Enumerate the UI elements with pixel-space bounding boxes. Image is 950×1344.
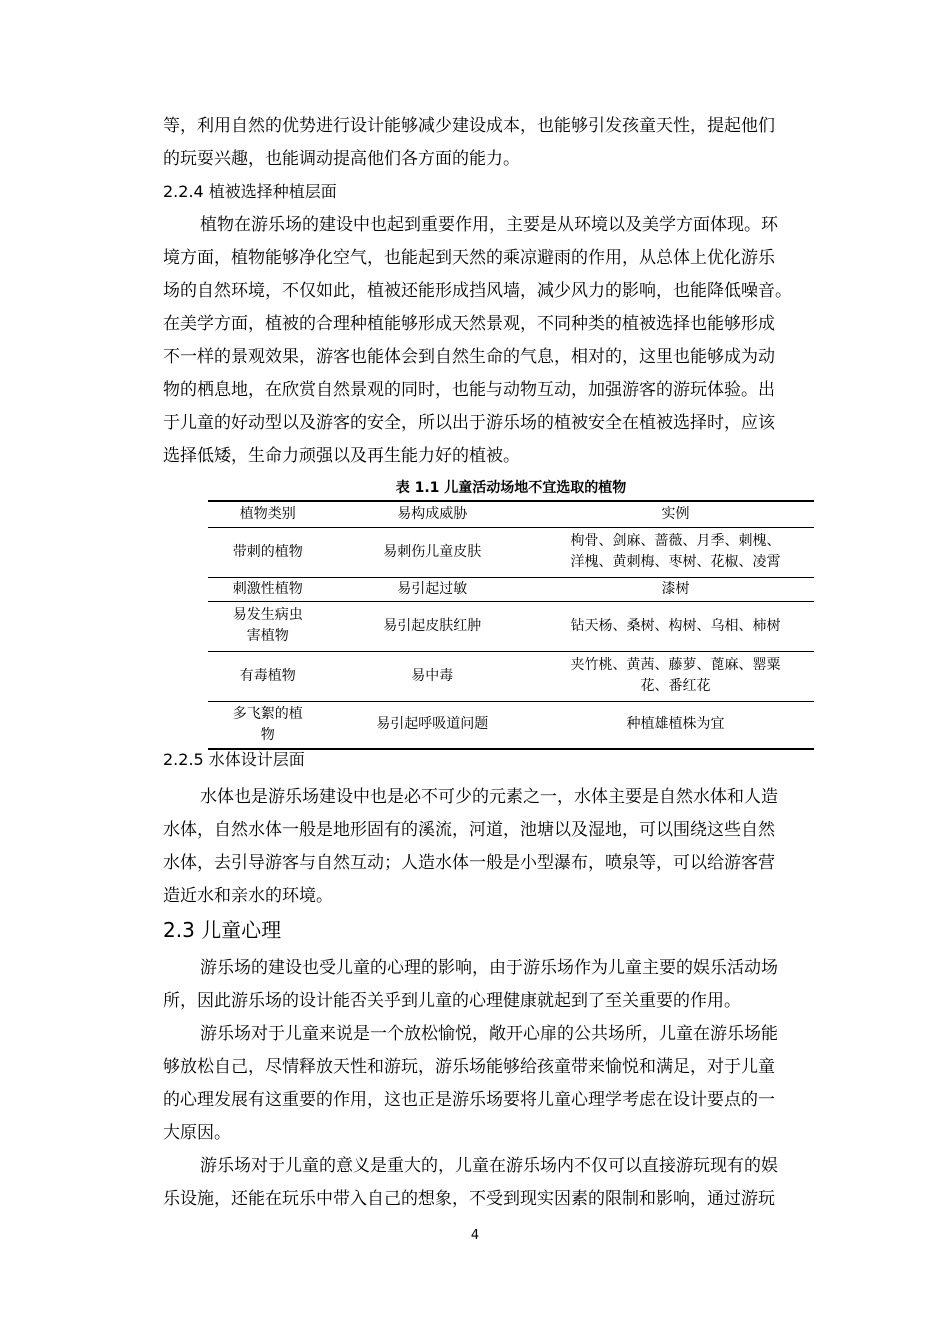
cell-line: 漆树 (661, 580, 690, 597)
cell-line: 刺激性植物 (232, 580, 303, 597)
body-text-line: 游乐场的建设也受儿童的心理的影响，由于游乐场作为儿童主要的娱乐活动场 (200, 958, 778, 978)
body-text-line: 水体，自然水体一般是地形固有的溪流，河道，池塘以及湿地，可以围绕这些自然 (163, 820, 775, 840)
table-row (208, 651, 814, 701)
table-row (208, 701, 814, 749)
body-text-line: 选择低矮，生命力顽强以及再生能力好的植被。 (163, 446, 520, 466)
table-cell-threat: 易引起呼吸道问题 (376, 716, 489, 733)
table-header-cell: 实例 (661, 505, 690, 522)
cell-line: 害植物 (246, 628, 289, 644)
body-text-line: 场的自然环境，不仅如此，植被还能形成挡风墙，减少风力的影响，也能降低噪音。 (163, 281, 792, 301)
body-text-line: 够放松自己，尽情释放天性和游玩，游乐场能够给孩童带来愉悦和满足，对于儿童 (163, 1057, 775, 1077)
table-header-cell: 植物类别 (239, 505, 296, 522)
body-text-line: 于儿童的好动型以及游客的安全，所以出于游乐场的植被安全在植被选择时，应该 (163, 413, 775, 433)
cell-line: 多飞絮的植 (232, 705, 303, 722)
table-cell-examples (537, 651, 814, 701)
cell-line: 带刺的植物 (232, 543, 303, 560)
table-row (208, 577, 814, 601)
cell-line: 易发生病虫 (232, 607, 303, 623)
body-text-line: 的心理发展有这重要的作用，这也正是游乐场要将儿童心理学考虑在设计要点的一 (163, 1090, 775, 1110)
cell-line: 种植雄植株为宜 (626, 716, 725, 733)
table-cell-category (208, 701, 328, 749)
cell-line: 夹竹桃、黄茜、藤萝、蓖麻、罂粟 (570, 657, 781, 673)
table-cell-threat: 易中毒 (411, 667, 454, 684)
table-cell-examples (537, 601, 814, 651)
table-cell-category (208, 577, 328, 601)
cell-line: 枸骨、剑麻、蔷薇、月季、刺槐、 (570, 533, 781, 549)
body-text-line: 境方面，植物能够净化空气，也能起到天然的乘凉避雨的作用，从总体上优化游乐 (163, 248, 775, 268)
body-text-line: 游乐场对于儿童来说是一个放松愉悦，敞开心扉的公共场所，儿童在游乐场能 (200, 1024, 778, 1044)
body-text-line: 所，因此游乐场的设计能否关乎到儿童的心理健康就起到了至关重要的作用。 (163, 991, 741, 1011)
body-text-line: 乐设施，还能在玩乐中带入自己的想象，不受到现实因素的限制和影响，通过游玩 (163, 1189, 775, 1209)
table-cell-threat: 易刺伤儿童皮肤 (383, 543, 482, 560)
table-cell-threat: 易引起皮肤红肿 (383, 617, 482, 634)
cell-line: 洋槐、黄刺梅、枣树、花椒、凌霄 (570, 554, 781, 570)
cell-line: 钻天杨、桑树、构树、乌相、柿树 (570, 617, 781, 634)
body-text-line: 在美学方面，植被的合理种植能够形成天然景观，不同种类的植被选择也能够形成 (163, 314, 775, 334)
body-text-line: 大原因。 (163, 1123, 231, 1143)
table-row (208, 527, 814, 577)
body-text-line: 物的栖息地，在欣赏自然景观的同时，也能与动物互动，加强游客的游玩体验。出 (163, 380, 775, 400)
cell-line: 有毒植物 (239, 667, 296, 684)
table-header-row (208, 501, 814, 527)
table-row (208, 601, 814, 651)
body-text-line: 造近水和亲水的环境。 (163, 886, 333, 906)
body-text-line: 水体也是游乐场建设中也是必不可少的元素之一，水体主要是自然水体和人造 (200, 787, 778, 807)
table-cell-category (208, 651, 328, 701)
table-header-cell: 易构成威胁 (397, 505, 468, 522)
table-caption: 表 1.1 儿童活动场地不宜选取的植物 (395, 480, 627, 496)
page-number: 4 (470, 1228, 480, 1243)
body-text-line: 游乐场对于儿童的意义是重大的，儿童在游乐场内不仅可以直接游玩现有的娱 (200, 1156, 778, 1176)
plants-table (208, 500, 814, 750)
cell-line: 物 (260, 726, 275, 743)
body-text-line: 等，利用自然的优势进行设计能够减少建设成本，也能够引发孩童天性，提起他们 (163, 116, 775, 136)
table-cell-examples (537, 527, 814, 577)
table-cell-category (208, 527, 328, 577)
table-cell-examples (537, 577, 814, 601)
body-text-line: 水体，去引导游客与自然互动；人造水体一般是小型瀑布，喷泉等，可以给游客营 (163, 853, 775, 873)
section-heading-2-2-4: 2.2.4 植被选择种植层面 (163, 182, 337, 201)
section-heading-2-3: 2.3 儿童心理 (163, 918, 282, 942)
body-text-line: 的玩耍兴趣，也能调动提高他们各方面的能力。 (163, 149, 520, 169)
body-text-line: 植物在游乐场的建设中也起到重要作用，主要是从环境以及美学方面体现。环 (200, 215, 778, 235)
cell-line: 花、番红花 (640, 678, 711, 694)
table-cell-threat: 易引起过敏 (397, 580, 468, 597)
table-cell-examples (537, 701, 814, 749)
table-cell-category (208, 601, 328, 651)
section-heading-2-2-5: 2.2.5 水体设计层面 (163, 750, 305, 769)
body-text-line: 不一样的景观效果，游客也能体会到自然生命的气息，相对的，这里也能够成为动 (163, 347, 775, 367)
